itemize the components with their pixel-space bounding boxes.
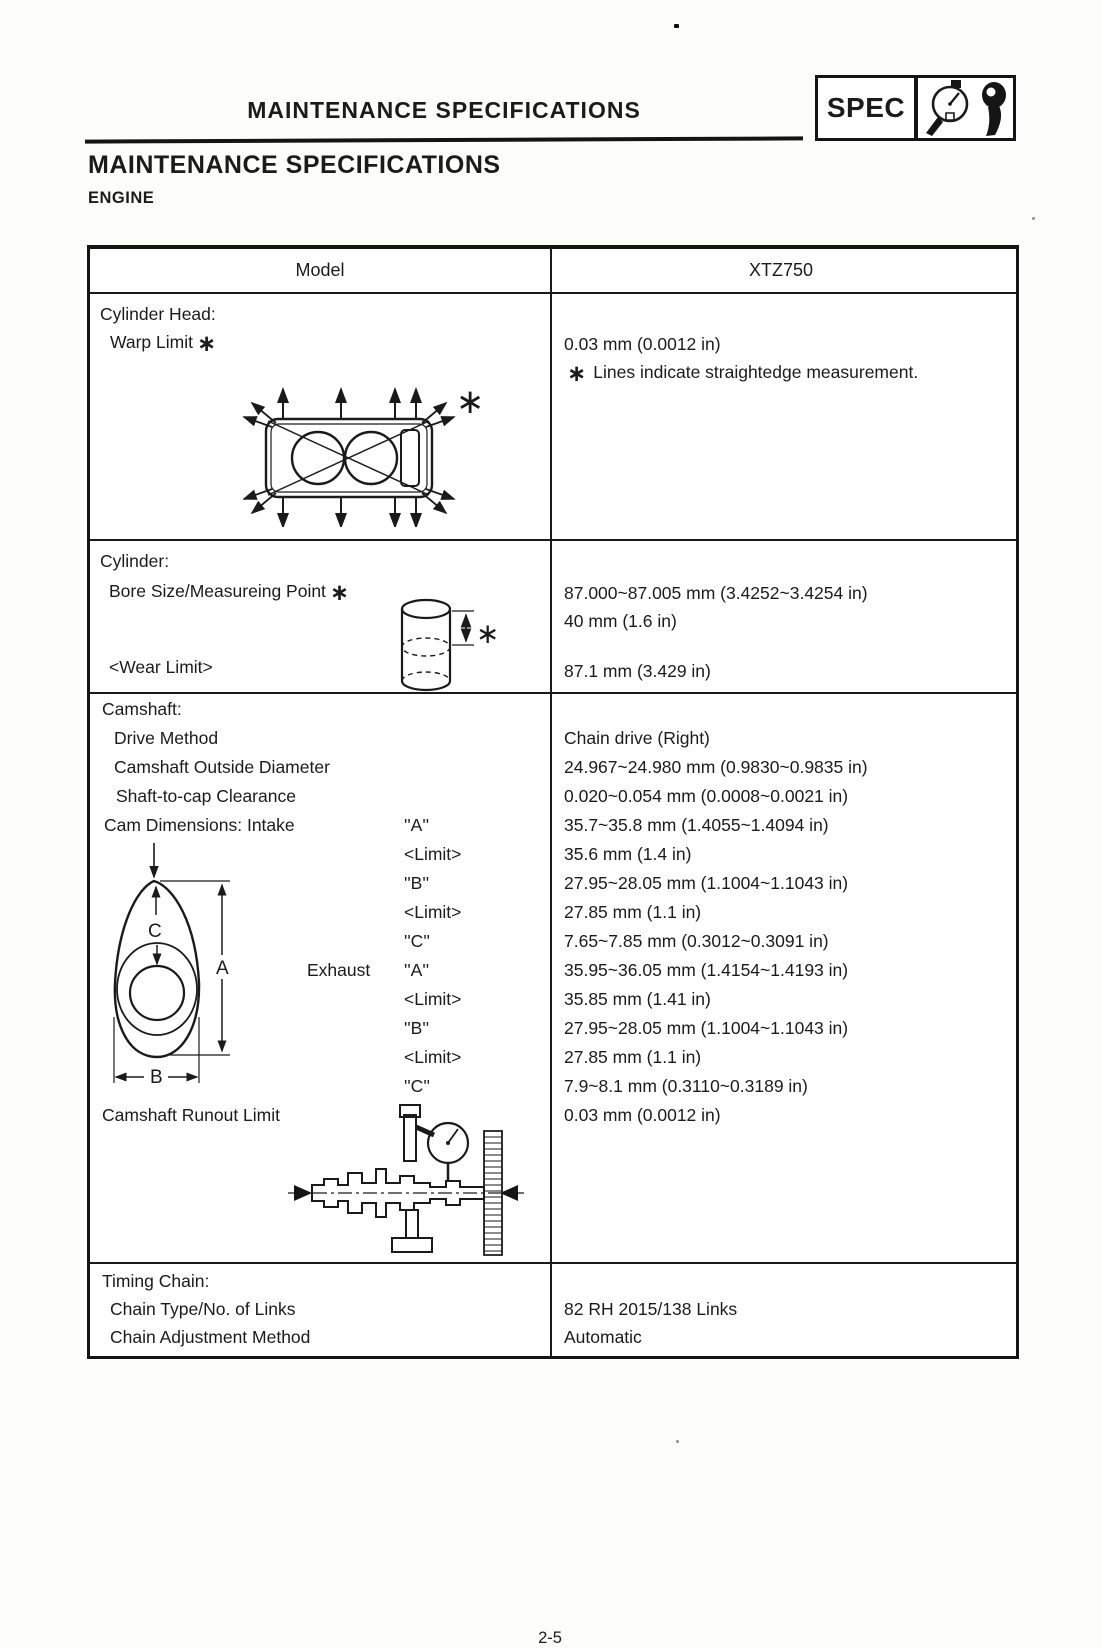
camshaft-spec-row-right xyxy=(552,1076,1012,1105)
camshaft-spec-row-right xyxy=(552,699,1012,728)
asterisk-symbol: ∗ xyxy=(196,330,217,356)
section-title-engine: ENGINE xyxy=(88,189,155,207)
spec-badge-label: SPEC xyxy=(826,92,906,123)
column-header-xtz750: XTZ750 xyxy=(748,260,814,280)
spec-value: 35.6 mm (1.4 in) xyxy=(564,844,692,864)
spec-badge xyxy=(815,75,917,141)
scan-speck xyxy=(676,1440,679,1443)
table-row-divider xyxy=(90,1262,1016,1264)
camshaft-spec-row-right xyxy=(552,844,1012,873)
table-row-divider xyxy=(90,539,1016,541)
page-number: 2-5 xyxy=(538,1629,562,1647)
spec-value: 35.7~35.8 mm (1.4055~1.4094 in) xyxy=(564,815,829,835)
spec-item-label: Camshaft: xyxy=(102,699,182,719)
cam-dimension-sublabel: ''B'' xyxy=(404,873,430,893)
spec-value: 35.95~36.05 mm (1.4154~1.4193 in) xyxy=(564,960,849,980)
cylinder-head-label: Cylinder Head: xyxy=(100,304,216,324)
spec-item-label: Shaft-to-cap Clearance xyxy=(116,786,296,806)
scan-speck xyxy=(1032,217,1035,220)
camshaft-spec-row-right xyxy=(552,757,1012,786)
cam-dimension-sublabel: <Limit> xyxy=(404,989,462,1009)
running-header-title: MAINTENANCE SPECIFICATIONS xyxy=(247,97,641,123)
camshaft-spec-row-left xyxy=(90,728,548,757)
spec-item-label: Cam Dimensions: Intake xyxy=(104,815,295,835)
wear-limit-value: 87.1 mm (3.429 in) xyxy=(564,661,711,681)
straightedge-note xyxy=(567,360,919,386)
chain-type-label: Chain Type/No. of Links xyxy=(110,1299,296,1319)
spec-item-label: Drive Method xyxy=(114,728,219,748)
table-row-divider xyxy=(90,692,1016,694)
chain-type-value: 82 RH 2015/138 Links xyxy=(564,1299,738,1319)
camshaft-right-column xyxy=(552,699,1012,1134)
cam-dimension-sublabel: <Limit> xyxy=(404,1047,462,1067)
warp-limit-label xyxy=(110,330,217,356)
asterisk-symbol: ∗ xyxy=(476,618,500,649)
column-header-model: Model xyxy=(295,260,345,280)
cylinder-bore-measuring-point-diagram xyxy=(390,595,502,699)
spec-value: 35.85 mm (1.41 in) xyxy=(564,989,711,1009)
camshaft-spec-row-left xyxy=(90,757,548,786)
camshaft-spec-row-right xyxy=(552,1018,1012,1047)
wear-limit-label: <Wear Limit> xyxy=(109,657,213,677)
bore-size-text: Bore Size/Measureing Point xyxy=(109,581,326,601)
spec-value: 27.95~28.05 mm (1.1004~1.1043 in) xyxy=(564,1018,849,1038)
spec-value: 7.65~7.85 mm (0.3012~0.3091 in) xyxy=(564,931,829,951)
camshaft-spec-row-right xyxy=(552,960,1012,989)
exhaust-label: Exhaust xyxy=(307,960,371,980)
cam-dimension-sublabel: ''C'' xyxy=(404,931,431,951)
warp-limit-value: 0.03 mm (0.0012 in) xyxy=(564,334,721,354)
note-text: Lines indicate straightedge measurement. xyxy=(593,362,919,382)
cam-dimension-b-label: B xyxy=(150,1067,163,1088)
spec-value: 7.9~8.1 mm (0.3110~0.3189 in) xyxy=(564,1076,808,1096)
maintenance-spec-table xyxy=(87,245,1019,1359)
chain-adjustment-label: Chain Adjustment Method xyxy=(110,1327,311,1347)
spec-value: 24.967~24.980 mm (0.9830~0.9835 in) xyxy=(564,757,868,777)
cylinder-label: Cylinder: xyxy=(100,551,170,571)
spec-value: 0.020~0.054 mm (0.0008~0.0021 in) xyxy=(564,786,849,806)
spec-value: Chain drive (Right) xyxy=(564,728,710,748)
spec-item-label: Camshaft Runout Limit xyxy=(102,1105,280,1125)
timing-chain-label: Timing Chain: xyxy=(102,1271,210,1291)
cam-dimension-sublabel: ''A'' xyxy=(404,960,430,980)
scan-speck xyxy=(674,24,679,28)
cam-dimension-sublabel: ''A'' xyxy=(404,815,430,835)
spec-icon-box xyxy=(916,75,1016,141)
cam-dimension-sublabel: <Limit> xyxy=(404,844,462,864)
camshaft-spec-row-right xyxy=(552,728,1012,757)
camshaft-spec-row-right xyxy=(552,815,1012,844)
asterisk-symbol: ∗ xyxy=(456,383,485,421)
camshaft-spec-row-left xyxy=(90,699,548,728)
camshaft-runout-dial-gauge-diagram xyxy=(288,1097,526,1259)
camshaft-spec-row-right xyxy=(552,989,1012,1018)
spec-value: 27.85 mm (1.1 in) xyxy=(564,902,702,922)
camshaft-spec-row-right xyxy=(552,786,1012,815)
camshaft-spec-row-right xyxy=(552,873,1012,902)
header-rule xyxy=(85,136,803,143)
measuring-point-value: 40 mm (1.6 in) xyxy=(564,611,677,631)
warp-limit-text: Warp Limit xyxy=(110,332,193,352)
camshaft-spec-row-right xyxy=(552,1047,1012,1076)
cylinder-head-warp-measurement-diagram xyxy=(230,377,488,527)
bore-size-label xyxy=(109,579,350,605)
camshaft-spec-row-right xyxy=(552,1105,1012,1134)
spec-value: 27.95~28.05 mm (1.1004~1.1043 in) xyxy=(564,873,849,893)
cam-dimension-c-label: C xyxy=(148,921,162,942)
dial-gauge-icon xyxy=(918,78,1013,138)
camshaft-spec-row-right xyxy=(552,931,1012,960)
spec-value: 0.03 mm (0.0012 in) xyxy=(564,1105,721,1125)
cam-dimension-sublabel: ''B'' xyxy=(404,1018,430,1038)
spec-value: 27.85 mm (1.1 in) xyxy=(564,1047,702,1067)
chain-adjustment-value: Automatic xyxy=(564,1327,642,1347)
cam-dimension-sublabel: <Limit> xyxy=(404,902,462,922)
cam-dimension-a-label: A xyxy=(216,958,229,979)
camshaft-spec-row-left xyxy=(90,786,548,815)
table-row-divider xyxy=(90,292,1016,294)
bore-size-value: 87.000~87.005 mm (3.4252~3.4254 in) xyxy=(564,583,868,603)
asterisk-symbol: ∗ xyxy=(329,579,350,605)
camshaft-spec-row-right xyxy=(552,902,1012,931)
cam-lobe-dimensions-diagram xyxy=(100,837,250,1095)
spec-item-label: Camshaft Outside Diameter xyxy=(114,757,330,777)
asterisk-symbol: ∗ xyxy=(567,360,587,386)
cam-dimension-sublabel: ''C'' xyxy=(404,1076,431,1096)
page-title: MAINTENANCE SPECIFICATIONS xyxy=(88,151,501,179)
